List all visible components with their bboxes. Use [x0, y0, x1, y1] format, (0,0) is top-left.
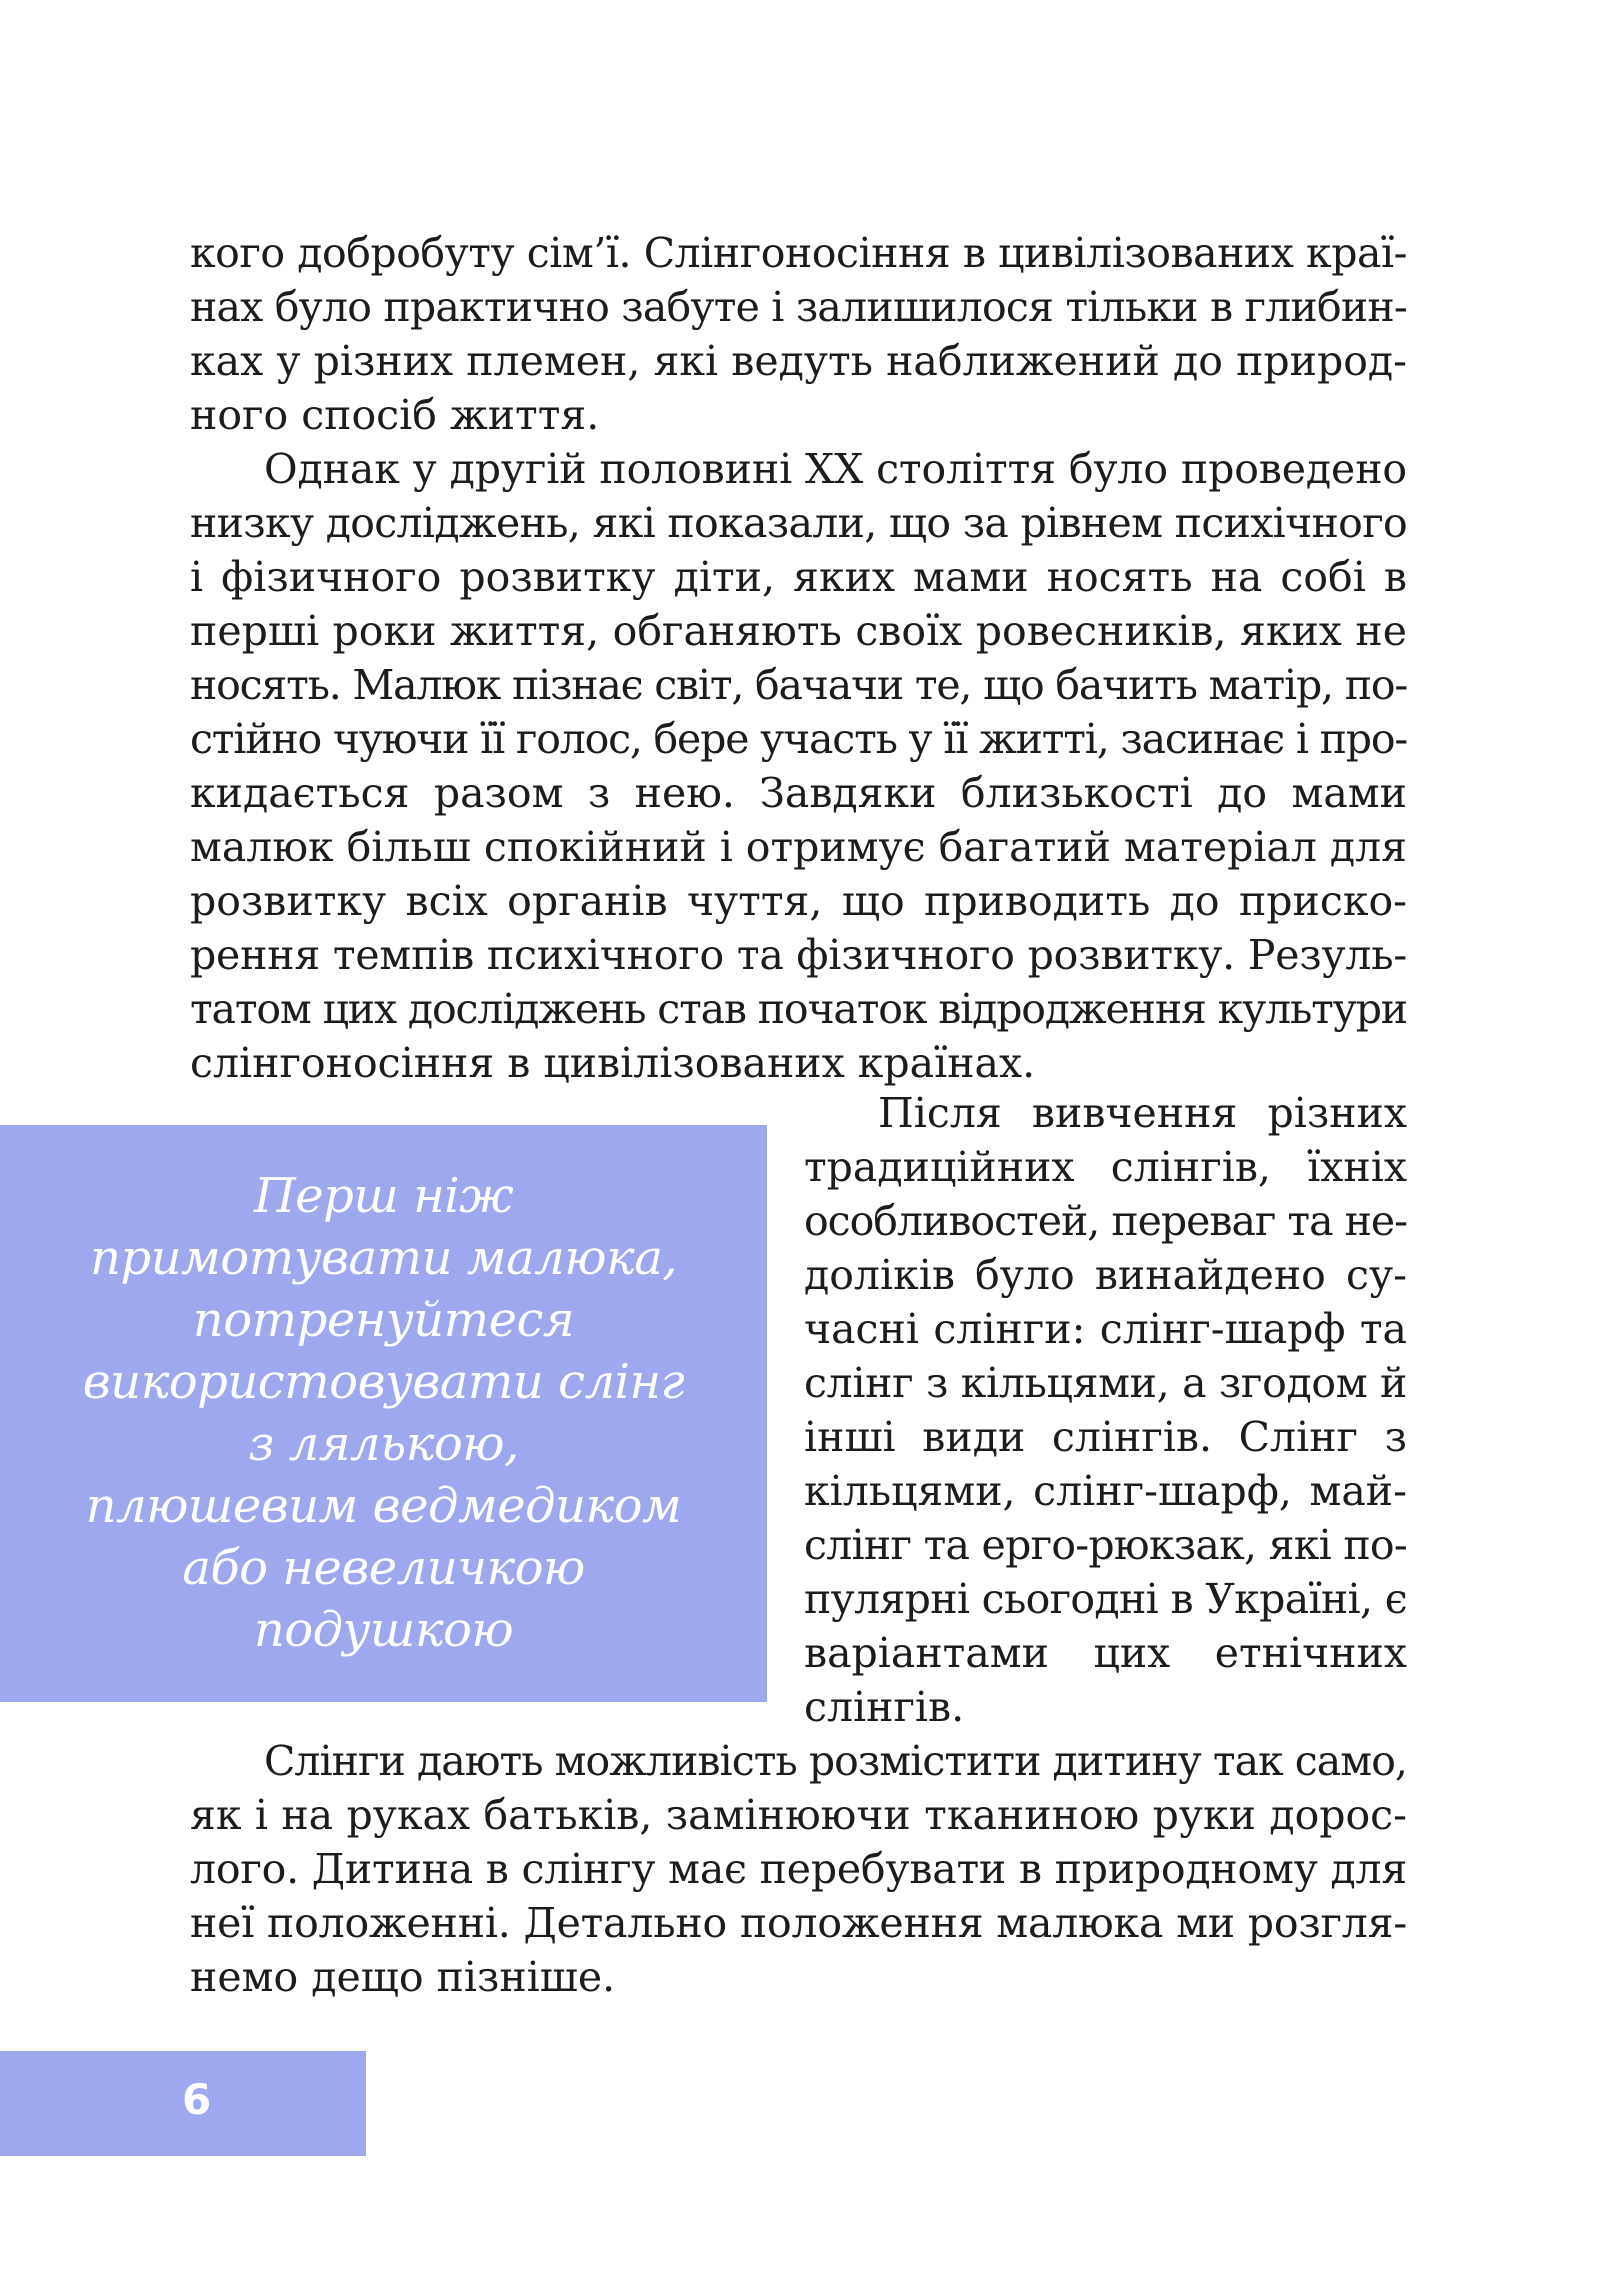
text-line: слінгів.: [804, 1683, 965, 1731]
text-line: Однак у другій половині XX століття було проведено: [264, 445, 1407, 493]
text-line: неї положенні. Детально положення малюка ми розгля-: [190, 1899, 1407, 1947]
text-line: ного спосіб життя.: [190, 391, 600, 439]
tip-line: з лялькою,: [248, 1416, 519, 1472]
tip-line: примотувати малюка,: [89, 1230, 678, 1286]
tip-line: плюшевим ведмедиком: [85, 1478, 682, 1534]
text-line: лого. Дитина в слінгу має перебувати в природному для: [190, 1845, 1407, 1893]
text-line: доліків було винайдено су-: [804, 1251, 1407, 1299]
text-line: особливостей, переваг та не-: [804, 1197, 1407, 1245]
text-line: і фізичного розвитку діти, яких мами носять на собі в: [190, 553, 1407, 601]
tip-line: потренуйтеся: [192, 1292, 575, 1348]
tip-line: або невеличкою: [182, 1540, 585, 1596]
text-line: як і на руках батьків, замінюючи тканиною руки дорос-: [190, 1791, 1407, 1839]
text-line: кого добробуту сім’ї. Слінгоносіння в цивілізованих краї-: [190, 229, 1407, 277]
text-line: ках у різних племен, які ведуть наближений до природ-: [190, 337, 1407, 385]
text-line: нах було практично забуте і залишилося тільки в глибин-: [190, 283, 1407, 331]
text-line: кільцями, слінг-шарф, май-: [804, 1467, 1407, 1515]
text-line: варіантами цих етнічних: [804, 1629, 1407, 1677]
text-line: кидається разом з нею. Завдяки близькості до мами: [190, 769, 1407, 817]
text-line: часні слінги: слінг-шарф та: [804, 1305, 1407, 1353]
text-line: немо дещо пізніше.: [190, 1953, 616, 2001]
text-line: інші види слінгів. Слінг з: [804, 1413, 1407, 1461]
text-line: перші роки життя, обганяють своїх ровесників, яких не: [190, 607, 1407, 655]
text-line: рення темпів психічного та фізичного розвитку. Резуль-: [190, 931, 1407, 979]
tip-line: подушкою: [253, 1602, 514, 1658]
text-line: носять. Малюк пізнає світ, бачачи те, що бачить матір, по-: [190, 661, 1407, 709]
text-line: слінг та ерго-рюкзак, які по-: [804, 1521, 1407, 1569]
text-line: слінгоносіння в цивілізованих країнах.: [190, 1039, 1036, 1087]
text-line: татом цих досліджень став початок відродження культури: [190, 985, 1407, 1033]
text-line: розвитку всіх органів чуття, що приводить до приско-: [190, 877, 1407, 925]
tip-line: використовувати слінг: [82, 1354, 685, 1410]
text-line: Слінги дають можливість розмістити дитину так само,: [264, 1737, 1407, 1785]
tip-line: Перш ніж: [253, 1168, 514, 1224]
text-line: слінг з кільцями, а згодом й: [804, 1359, 1407, 1407]
text-line: малюк більш спокійний і отримує багатий матеріал для: [190, 823, 1407, 871]
tip-box: [0, 1125, 767, 1702]
text-line: традиційних слінгів, їхніх: [804, 1143, 1407, 1191]
text-line: стійно чуючи її голос, бере участь у її житті, засинає і про-: [190, 715, 1407, 763]
text-line: пулярні сьогодні в Україні, є: [804, 1575, 1407, 1623]
text-line: Після вивчення різних: [878, 1089, 1407, 1137]
text-line: низку досліджень, які показали, що за рівнем психічного: [190, 499, 1407, 547]
page-number: 6: [182, 2075, 212, 2124]
